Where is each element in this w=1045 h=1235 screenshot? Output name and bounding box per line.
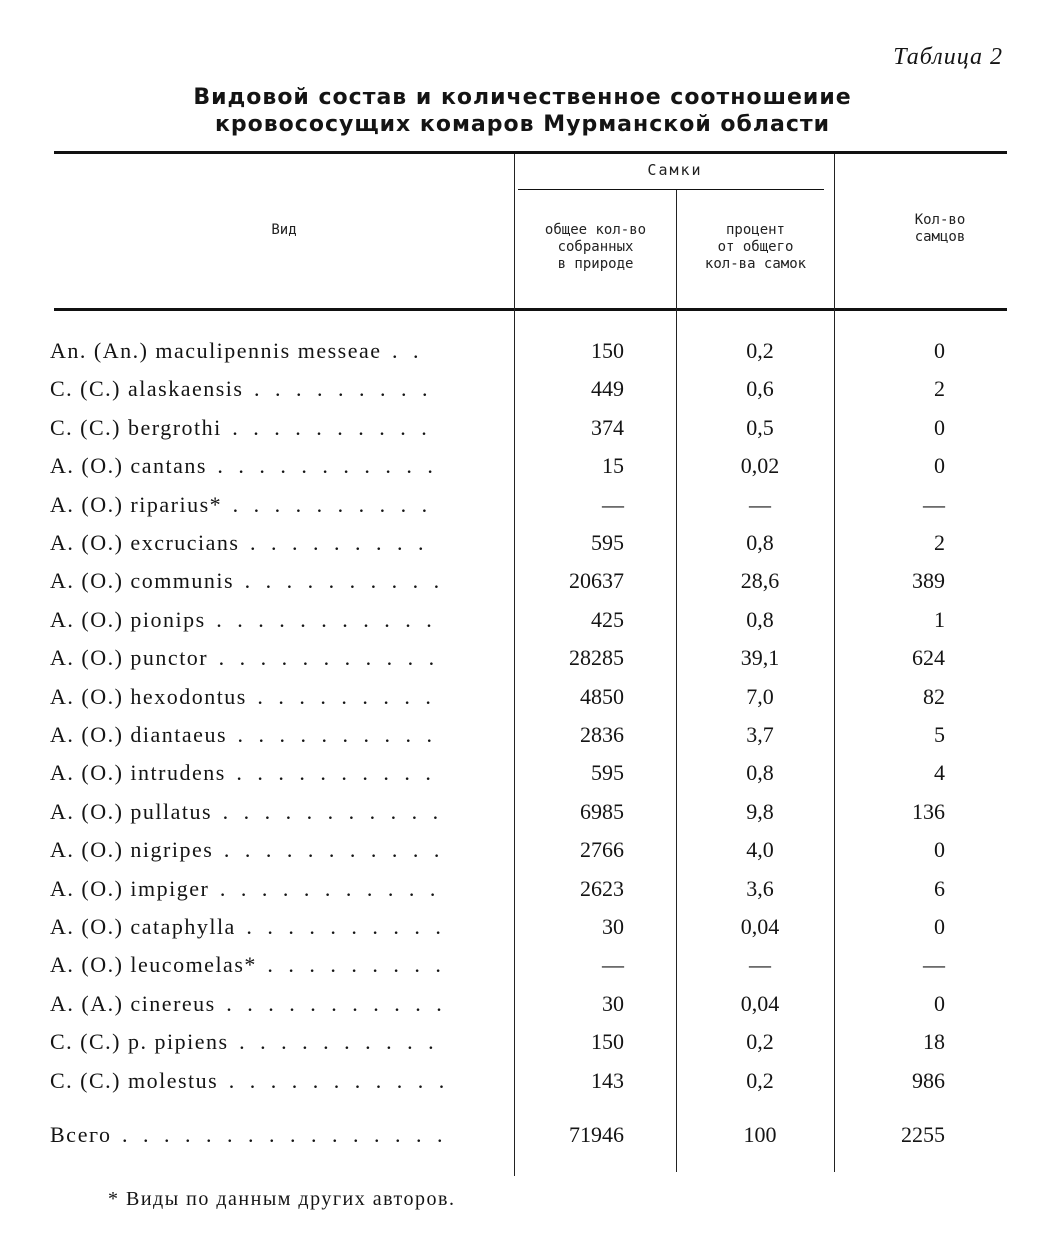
species-name xyxy=(50,870,510,908)
header-bottom-rule xyxy=(54,308,1007,311)
total-females-count: 71946 xyxy=(569,1122,624,1147)
species-label: C. (C.) bergrothi xyxy=(50,414,222,440)
leader-dots: . . . . . . . . . xyxy=(239,530,429,555)
species-name xyxy=(50,946,510,984)
females-percent: — xyxy=(749,952,771,978)
species-name xyxy=(50,486,510,524)
females-percent: 0,8 xyxy=(746,760,774,786)
header-females-total xyxy=(515,222,676,273)
leader-dots: . . . . . . . . . . xyxy=(221,414,432,440)
females-percent: 9,8 xyxy=(746,798,774,824)
females-percent: 0,8 xyxy=(746,530,774,555)
species-name xyxy=(50,793,510,831)
title-line-1: Видовой состав и количественное соотношеиие xyxy=(193,85,852,110)
species-label: A. (O.) cantans xyxy=(50,453,207,479)
males-count: — xyxy=(923,952,945,978)
species-label: A. (O.) pullatus xyxy=(50,798,213,824)
footnote: * Виды по данным других авторов. xyxy=(108,1188,456,1210)
leader-dots: . . . . . . . . . . xyxy=(228,1029,439,1055)
females-percent: 0,6 xyxy=(746,376,774,402)
header-females-pct-line-3: кол-ва самок xyxy=(704,256,807,272)
males-count: 624 xyxy=(912,645,945,671)
leader-dots: . . . . . . . . . . . xyxy=(206,453,438,479)
table-row xyxy=(0,870,1045,908)
leader-dots: . . . . . . . . . . . xyxy=(218,1067,450,1093)
leader-dots: . . . . . . . . . . . xyxy=(208,645,440,671)
table-row xyxy=(0,562,1045,600)
total-name: Всего xyxy=(50,1122,112,1147)
species-label: A. (O.) leucomelas* xyxy=(50,952,257,978)
header-females-group: Самки xyxy=(647,161,703,179)
males-count: 986 xyxy=(912,1067,945,1093)
species-label: A. (O.) punctor xyxy=(50,645,209,671)
species-label: C. (C.) alaskaensis xyxy=(50,376,244,402)
table-row xyxy=(0,370,1045,408)
table-row xyxy=(0,716,1045,754)
females-group-rule xyxy=(518,189,824,190)
table-row xyxy=(0,1062,1045,1100)
species-label: A. (O.) intrudens xyxy=(50,760,226,786)
table-row xyxy=(0,409,1045,447)
leader-dots: . . . . . . . . . . . xyxy=(215,990,447,1016)
table-total-row xyxy=(0,1116,1045,1154)
females-count: 6985 xyxy=(580,798,624,824)
females-count: — xyxy=(602,952,624,978)
species-name xyxy=(50,524,510,562)
table-row xyxy=(0,793,1045,831)
females-count: 2766 xyxy=(580,837,624,863)
table-row xyxy=(0,946,1045,984)
females-percent: 3,6 xyxy=(746,875,774,901)
species-label: A. (O.) nigripes xyxy=(50,837,214,863)
top-rule xyxy=(54,151,1007,154)
leader-dots: . . . . . . . . . xyxy=(243,376,433,402)
species-name xyxy=(50,601,510,639)
total-females-percent: 100 xyxy=(743,1122,777,1147)
table-row xyxy=(0,447,1045,485)
females-count: 30 xyxy=(602,914,624,939)
females-percent: 0,04 xyxy=(740,990,780,1016)
total-leader-dots: . . . . . . . . . . . . . . . . xyxy=(111,1122,448,1147)
males-count: 2 xyxy=(934,376,945,402)
species-label: A. (A.) cinereus xyxy=(50,990,216,1016)
species-label: A. (O.) hexodontus xyxy=(50,683,247,709)
table-row xyxy=(0,332,1045,370)
table-row xyxy=(0,754,1045,792)
species-label: A. (O.) impiger xyxy=(50,875,210,901)
males-count: 1 xyxy=(934,606,945,632)
header-females-pct-line-1: процент xyxy=(725,222,785,238)
females-percent: 4,0 xyxy=(746,837,774,863)
species-label: C. (C.) molestus xyxy=(50,1067,219,1093)
species-label: A. (O.) pionips xyxy=(50,606,206,632)
females-count: 30 xyxy=(602,990,624,1016)
males-count: 0 xyxy=(934,338,945,363)
leader-dots: . . . . . . . . . xyxy=(246,683,436,709)
males-count: 0 xyxy=(934,414,945,440)
leader-dots: . . . . . . . . . . xyxy=(225,760,436,786)
males-count: 136 xyxy=(912,798,945,824)
males-count: 0 xyxy=(934,837,945,863)
table-row xyxy=(0,678,1045,716)
total-label xyxy=(50,1116,510,1154)
species-label: A. (O.) communis xyxy=(50,568,235,594)
table-row xyxy=(0,524,1045,562)
total-males-count: 2255 xyxy=(901,1122,945,1147)
table-row xyxy=(0,486,1045,524)
males-count: 6 xyxy=(934,875,945,901)
females-count: 143 xyxy=(591,1067,624,1093)
females-count: 595 xyxy=(591,760,624,786)
species-name xyxy=(50,447,510,485)
males-count: 18 xyxy=(923,1029,945,1055)
males-count: 389 xyxy=(912,568,945,594)
females-count: 595 xyxy=(591,530,624,555)
species-label: An. (An.) maculipennis messeae xyxy=(50,338,382,363)
females-count: 20637 xyxy=(569,568,624,594)
females-count: 4850 xyxy=(580,683,624,709)
females-percent: 0,2 xyxy=(746,1067,774,1093)
species-label: A. (O.) riparius* xyxy=(50,491,223,517)
table-row xyxy=(0,1023,1045,1061)
header-females-total-line-1: общее кол-во xyxy=(544,222,647,238)
males-count: 0 xyxy=(934,453,945,479)
header-females-total-line-2: собранных xyxy=(557,239,634,255)
males-count: 4 xyxy=(934,760,945,786)
females-count: 150 xyxy=(591,1029,624,1055)
species-name xyxy=(50,1023,510,1061)
header-males xyxy=(835,212,1045,246)
females-count: 449 xyxy=(591,376,624,402)
species-name xyxy=(50,985,510,1023)
leader-dots: . . . . . . . . . . . xyxy=(205,606,437,632)
females-percent: — xyxy=(749,491,771,517)
leader-dots: . . . . . . . . . . . xyxy=(212,798,444,824)
header-females-pct-line-2: от общего xyxy=(717,239,794,255)
table-row xyxy=(0,985,1045,1023)
header-females-pct xyxy=(677,222,834,273)
title-line-2: кровососущих комаров Мурманской области xyxy=(214,112,831,137)
species-name xyxy=(50,332,510,370)
females-count: 2623 xyxy=(580,875,624,901)
species-name xyxy=(50,1062,510,1100)
leader-dots: . . xyxy=(381,338,424,363)
species-name xyxy=(50,678,510,716)
table-row xyxy=(0,831,1045,869)
females-percent: 0,04 xyxy=(740,914,780,939)
males-count: 82 xyxy=(923,683,945,709)
females-count: 2836 xyxy=(580,722,624,747)
females-percent: 0,8 xyxy=(746,606,774,632)
leader-dots: . . . . . . . . . . xyxy=(227,722,438,747)
males-count: 5 xyxy=(934,722,945,747)
females-count: 374 xyxy=(591,414,624,440)
header-males-line-2: самцов xyxy=(914,229,966,245)
species-name xyxy=(50,831,510,869)
table-label: Таблица 2 xyxy=(893,44,1003,70)
table-row xyxy=(0,601,1045,639)
species-name xyxy=(50,370,510,408)
males-count: 0 xyxy=(934,914,945,939)
table-row xyxy=(0,908,1045,946)
females-percent: 3,7 xyxy=(746,722,774,747)
females-count: 425 xyxy=(591,606,624,632)
species-label: A. (O.) cataphylla xyxy=(50,914,236,939)
females-percent: 0,5 xyxy=(746,414,774,440)
species-name xyxy=(50,908,510,946)
females-count: 28285 xyxy=(569,645,624,671)
males-count: 0 xyxy=(934,990,945,1016)
species-label: A. (O.) excrucians xyxy=(50,530,240,555)
leader-dots: . . . . . . . . . . xyxy=(235,914,446,939)
males-count: 2 xyxy=(934,530,945,555)
species-name xyxy=(50,639,510,677)
females-percent: 7,0 xyxy=(746,683,774,709)
species-name xyxy=(50,562,510,600)
females-count: 15 xyxy=(602,453,624,479)
leader-dots: . . . . . . . . . xyxy=(256,952,446,978)
leader-dots: . . . . . . . . . . . xyxy=(213,837,445,863)
males-count: — xyxy=(923,491,945,517)
header-females-total-line-3: в природе xyxy=(557,256,634,272)
leader-dots: . . . . . . . . . . . xyxy=(209,875,441,901)
females-count: — xyxy=(602,491,624,517)
females-percent: 28,6 xyxy=(740,568,780,594)
species-name xyxy=(50,716,510,754)
species-label: C. (C.) p. pipiens xyxy=(50,1029,229,1055)
table-title xyxy=(0,84,1045,138)
header-males-line-1: Кол-во xyxy=(914,212,966,228)
table-row xyxy=(0,639,1045,677)
females-percent: 39,1 xyxy=(740,645,780,671)
species-label: A. (O.) diantaeus xyxy=(50,722,228,747)
species-name xyxy=(50,409,510,447)
females-percent: 0,2 xyxy=(746,338,774,363)
females-percent: 0,2 xyxy=(746,1029,774,1055)
females-percent: 0,02 xyxy=(740,453,780,479)
header-species: Вид xyxy=(271,222,297,238)
females-count: 150 xyxy=(591,338,624,363)
leader-dots: . . . . . . . . . . xyxy=(222,491,433,517)
leader-dots: . . . . . . . . . . xyxy=(234,568,445,594)
species-name xyxy=(50,754,510,792)
